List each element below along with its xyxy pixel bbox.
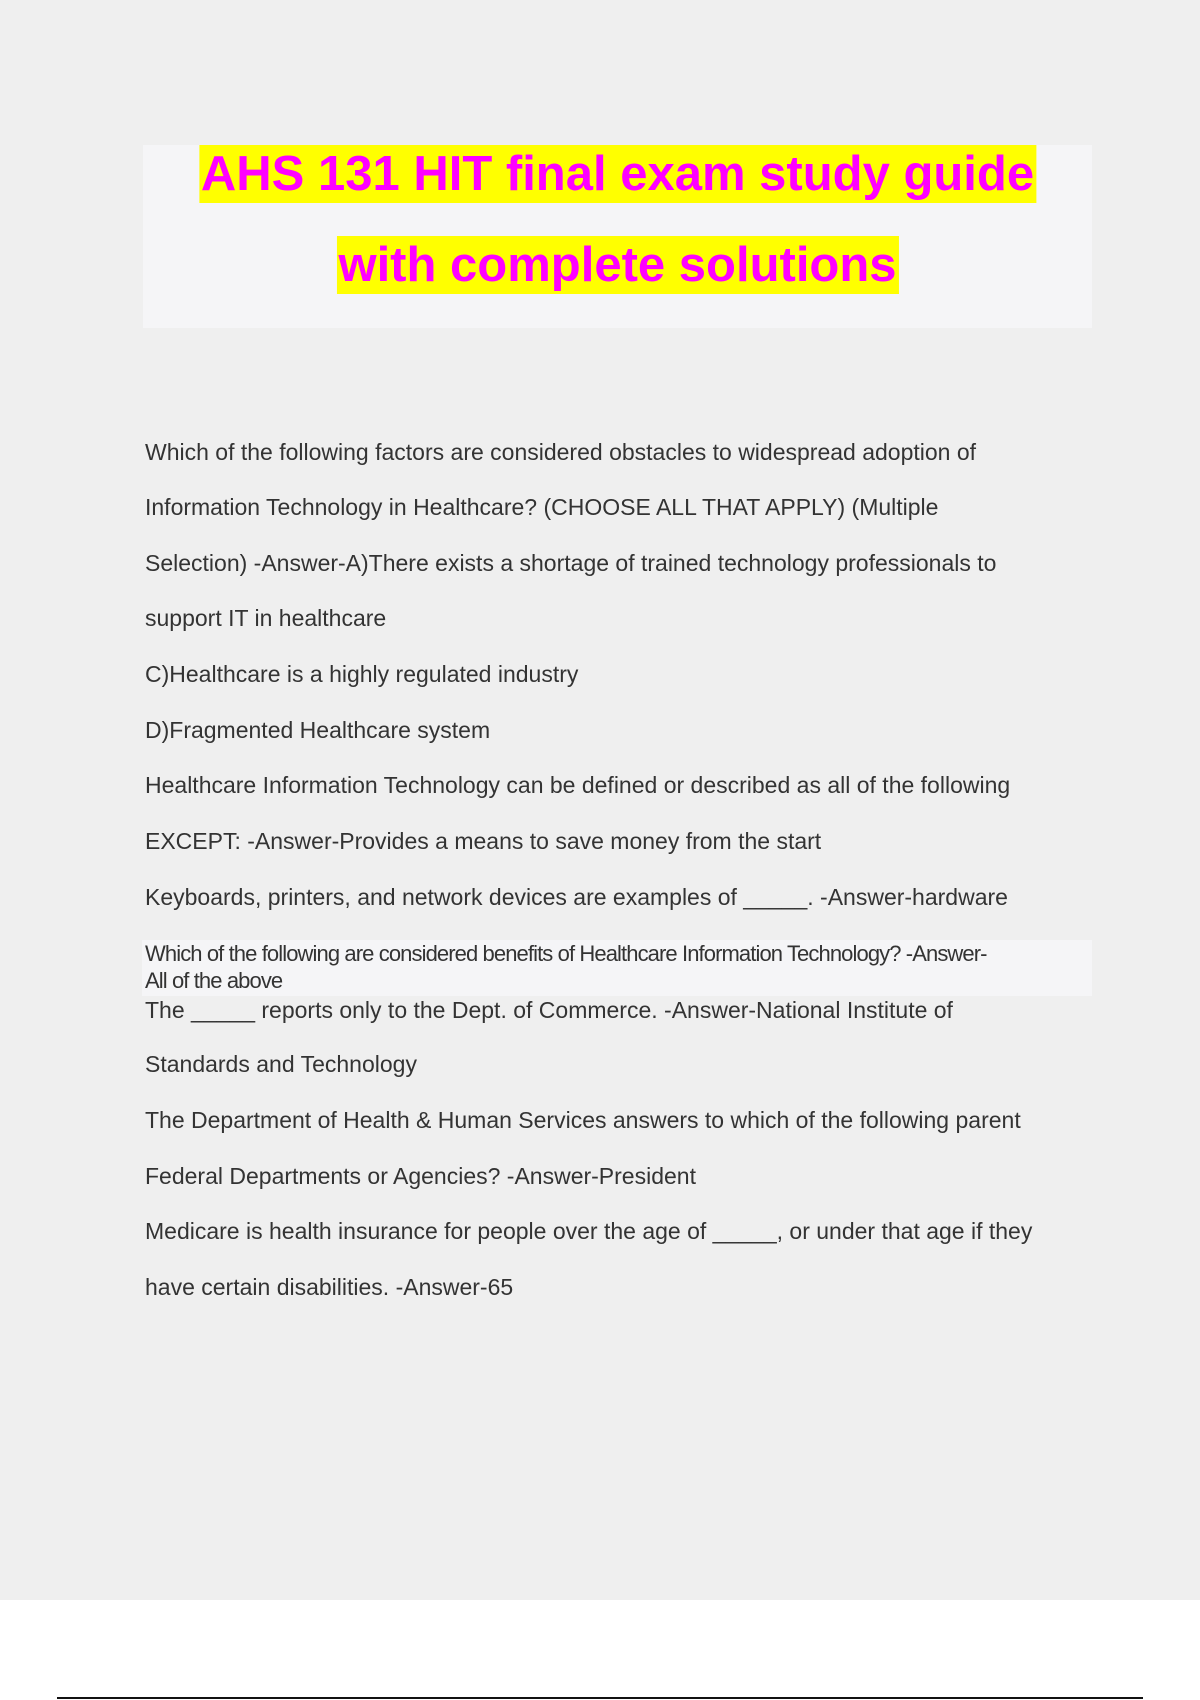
body-line: The Department of Health & Human Services answers to which of the following parent	[145, 1107, 1021, 1133]
body-line: Selection) -Answer-A)There exists a shortage of trained technology professionals to	[145, 550, 997, 576]
body-line: Keyboards, printers, and network devices are examples of _____. -Answer-hardware	[145, 884, 1008, 910]
title-box	[143, 145, 1092, 328]
body-line: support IT in healthcare	[145, 605, 387, 631]
body-line: have certain disabilities. -Answer-65	[145, 1274, 514, 1300]
body-line: D)Fragmented Healthcare system	[145, 717, 491, 743]
body-line: EXCEPT: -Answer-Provides a means to save money from the start	[145, 828, 822, 854]
footer-divider	[57, 1697, 1143, 1699]
body-line: Which of the following factors are considered obstacles to widespread adoption of	[145, 439, 977, 465]
compact-line: Which of the following are considered benefits of Healthcare Information Technology? -Answer-	[145, 941, 987, 966]
body-line: Healthcare Information Technology can be defined or described as all of the following	[145, 772, 1011, 798]
body-line: Information Technology in Healthcare? (CHOOSE ALL THAT APPLY) (Multiple	[145, 494, 939, 520]
body-line: Standards and Technology	[145, 1051, 417, 1077]
document-title-line-2: with complete solutions	[338, 238, 897, 292]
body-line: C)Healthcare is a highly regulated industry	[145, 661, 579, 687]
body-line: Federal Departments or Agencies? -Answer-President	[145, 1163, 696, 1189]
body-line: Medicare is health insurance for people over the age of _____, or under that age if they	[145, 1218, 1033, 1244]
document-title-line-1: AHS 131 HIT final exam study guide	[200, 147, 1035, 201]
body-line: The _____ reports only to the Dept. of Commerce. -Answer-National Institute of	[145, 997, 953, 1023]
compact-question-block	[142, 940, 1092, 996]
compact-line: All of the above	[145, 968, 283, 993]
